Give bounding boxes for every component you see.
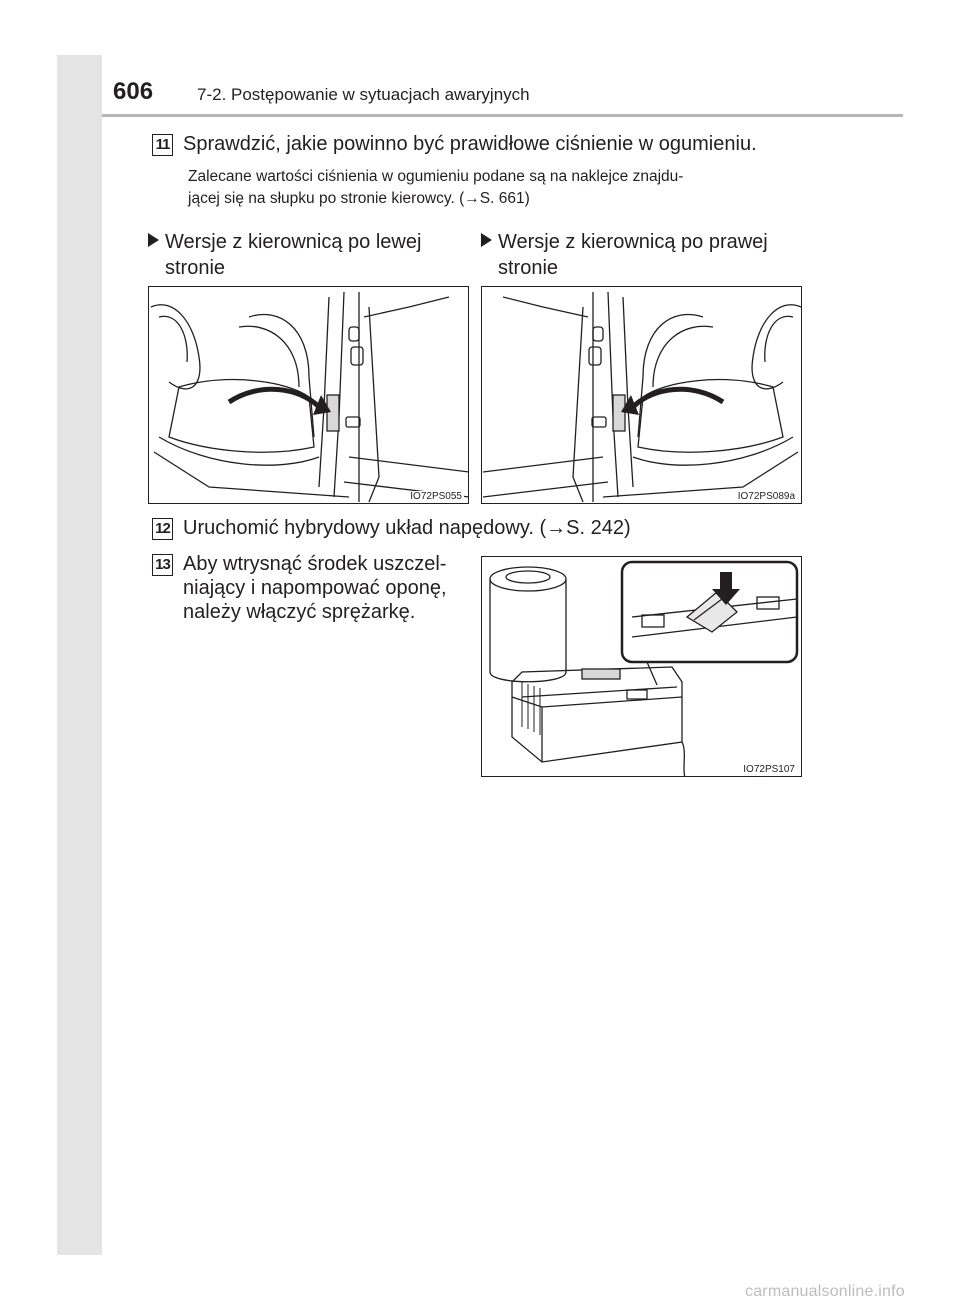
step-11-note-line1: Zalecane wartości ciśnienia w ogumieniu podane są na naklejce znajdu- <box>188 168 684 185</box>
figure-compressor-code: IO72PS107 <box>743 764 795 775</box>
variant-right-line2: stronie <box>498 257 559 279</box>
compressor-illustration <box>482 557 802 777</box>
header-divider <box>102 114 903 117</box>
page-header <box>113 78 903 110</box>
figure-left-code: IO72PS055 <box>410 491 462 502</box>
figure-left-door-pillar <box>148 286 469 504</box>
variant-right-line1: Wersje z kierownicą po prawej <box>498 231 768 253</box>
bullet-arrow-icon <box>481 233 492 247</box>
step-13-text-line1: Aby wtrysnąć środek uszczel- <box>183 553 447 575</box>
figure-right-code: IO72PS089a <box>737 491 795 502</box>
step-12-text: Uruchomić hybrydowy układ napędowy. (→S. 242) <box>183 517 631 539</box>
door-pillar-left-illustration <box>149 287 469 504</box>
variant-left-line1: Wersje z kierownicą po lewej <box>165 231 422 253</box>
step-11-note-line2: jącej się na słupku po stronie kierowcy. (→S. 661) <box>188 190 530 207</box>
variant-left-heading <box>148 229 464 281</box>
page-number: 606 <box>113 78 154 105</box>
step-12-badge: 12 <box>152 518 173 540</box>
figure-right-door-pillar <box>481 286 802 504</box>
step-13-text-line3: należy włączyć sprężarkę. <box>183 601 416 623</box>
footer-watermark: carmanualsonline.info <box>745 1283 905 1300</box>
step-11-badge: 11 <box>152 134 173 156</box>
step-13-text-line2: niający i napompować oponę, <box>183 577 447 599</box>
side-bar <box>57 55 102 1255</box>
bullet-arrow-icon <box>148 233 159 247</box>
step-13-badge: 13 <box>152 554 173 576</box>
chapter-title: 7-2. Postępowanie w sytuacjach awaryjnych <box>197 85 530 104</box>
figure-compressor <box>481 556 802 777</box>
variant-right-heading <box>481 229 797 281</box>
variant-left-line2: stronie <box>165 257 226 279</box>
step-11-text: Sprawdzić, jakie powinno być prawidłowe ciśnienie w ogumieniu. <box>183 133 757 155</box>
door-pillar-right-illustration <box>482 287 802 504</box>
